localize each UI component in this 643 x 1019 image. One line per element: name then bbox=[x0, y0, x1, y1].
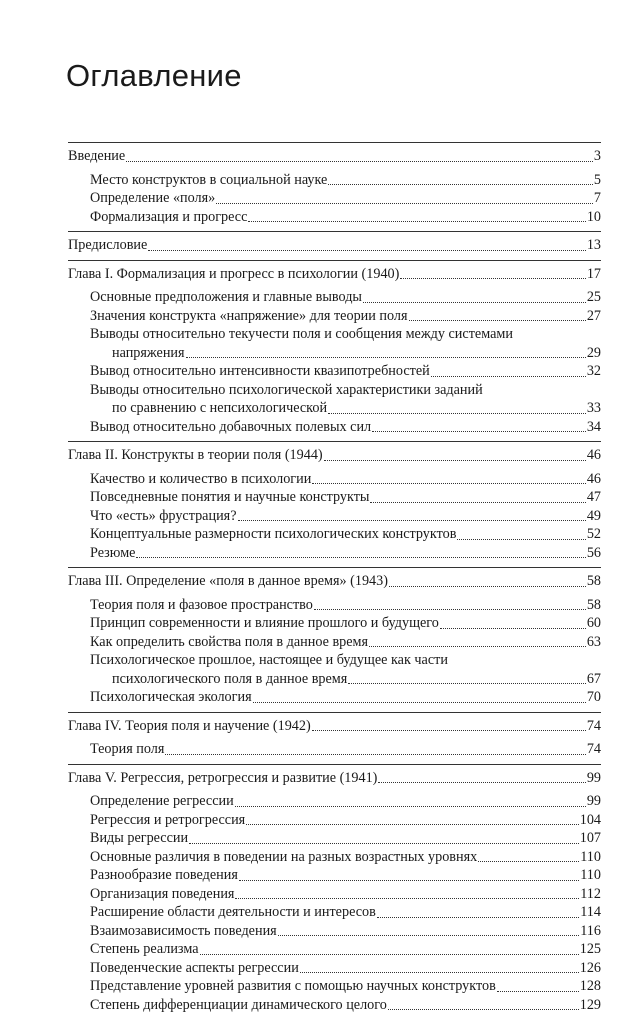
page-number: 114 bbox=[580, 903, 601, 922]
subentry-title: Выводы относительно текучести поля и сообщения между системами bbox=[90, 325, 513, 344]
page-number: 70 bbox=[587, 688, 601, 707]
subentry-title: Формализация и прогресс bbox=[90, 208, 247, 227]
toc-subentry[interactable] bbox=[68, 288, 601, 307]
subentry-title: Качество и количество в психологии bbox=[90, 470, 311, 489]
toc-subentry[interactable] bbox=[68, 344, 601, 363]
chapter-title: Глава V. Регрессия, ретрогрессия и развитие (1941) bbox=[68, 769, 377, 788]
page-number: 58 bbox=[587, 596, 601, 615]
dot-leader bbox=[216, 203, 593, 204]
dot-leader bbox=[388, 1009, 579, 1010]
page-number: 107 bbox=[580, 829, 601, 848]
dot-leader bbox=[235, 898, 579, 899]
subentry-title: Повседневные понятия и научные конструкты bbox=[90, 488, 369, 507]
page-number: 63 bbox=[587, 633, 601, 652]
toc-subentry-line1[interactable] bbox=[68, 325, 601, 344]
page-number: 25 bbox=[587, 288, 601, 307]
dot-leader bbox=[348, 683, 586, 684]
subentry-title: Разнообразие поведения bbox=[90, 866, 238, 885]
page-number: 47 bbox=[587, 488, 601, 507]
toc-subentry[interactable] bbox=[68, 596, 601, 615]
chapter-title: Глава III. Определение «поля в данное время» (1943) bbox=[68, 572, 388, 591]
dot-leader bbox=[372, 431, 586, 432]
toc-subentry[interactable] bbox=[68, 811, 601, 830]
page-number: 56 bbox=[587, 544, 601, 563]
toc-subentry-line1[interactable] bbox=[68, 381, 601, 400]
toc-subentry[interactable] bbox=[68, 670, 601, 689]
dot-leader bbox=[253, 702, 586, 703]
subentry-title: Что «есть» фрустрация? bbox=[90, 507, 237, 526]
subentry-title: Психологическая экология bbox=[90, 688, 252, 707]
dot-leader bbox=[440, 628, 586, 629]
page-number: 67 bbox=[587, 670, 601, 689]
toc-subentry[interactable] bbox=[68, 885, 601, 904]
page-number: 126 bbox=[580, 959, 601, 978]
toc-subentry[interactable] bbox=[68, 633, 601, 652]
dot-leader bbox=[165, 754, 585, 755]
toc-subentry[interactable] bbox=[68, 488, 601, 507]
subentry-title: Значения конструкта «напряжение» для теории поля bbox=[90, 307, 408, 326]
page-number: 60 bbox=[587, 614, 601, 633]
dot-leader bbox=[377, 917, 579, 918]
dot-leader bbox=[248, 221, 585, 222]
toc-subentry[interactable] bbox=[68, 507, 601, 526]
page-number: 110 bbox=[580, 866, 601, 885]
dot-leader bbox=[238, 520, 586, 521]
toc-subentry[interactable] bbox=[68, 362, 601, 381]
page-number: 104 bbox=[580, 811, 601, 830]
dot-leader bbox=[126, 161, 593, 162]
toc-subentry[interactable] bbox=[68, 829, 601, 848]
toc-subentry[interactable] bbox=[68, 525, 601, 544]
dot-leader bbox=[200, 954, 579, 955]
dot-leader bbox=[328, 184, 593, 185]
page-number: 46 bbox=[587, 446, 601, 465]
page-number: 46 bbox=[587, 470, 601, 489]
dot-leader bbox=[239, 880, 579, 881]
subentry-title: Вывод относительно интенсивности квазипотребностей bbox=[90, 362, 430, 381]
subentry-title: Основные предположения и главные выводы bbox=[90, 288, 362, 307]
dot-leader bbox=[497, 991, 579, 992]
toc-section bbox=[68, 712, 601, 764]
page-number: 74 bbox=[587, 717, 601, 736]
page-title: Оглавление bbox=[66, 58, 242, 94]
subentry-title: Теория поля bbox=[90, 740, 164, 759]
toc-subentry-line1[interactable] bbox=[68, 651, 601, 670]
subentry-title: Теория поля и фазовое пространство bbox=[90, 596, 313, 615]
chapter-title: Введение bbox=[68, 147, 125, 166]
chapter-title: Глава I. Формализация и прогресс в психологии (1940) bbox=[68, 265, 399, 284]
subentry-title: Резюме bbox=[90, 544, 135, 563]
subentry-title: Организация поведения bbox=[90, 885, 234, 904]
dot-leader bbox=[457, 539, 585, 540]
dot-leader bbox=[363, 302, 586, 303]
subentry-continuation: по сравнению с непсихологической bbox=[90, 399, 327, 418]
chapter-title: Глава IV. Теория поля и научение (1942) bbox=[68, 717, 311, 736]
subentry-title: Поведенческие аспекты регрессии bbox=[90, 959, 299, 978]
page-number: 52 bbox=[587, 525, 601, 544]
subentry-title: Расширение области деятельности и интересов bbox=[90, 903, 376, 922]
dot-leader bbox=[312, 483, 586, 484]
dot-leader bbox=[370, 502, 585, 503]
page-number: 27 bbox=[587, 307, 601, 326]
page-number: 10 bbox=[587, 208, 601, 227]
subentry-title: Степень реализма bbox=[90, 940, 199, 959]
toc-subentry[interactable] bbox=[68, 171, 601, 190]
toc-subentry[interactable] bbox=[68, 208, 601, 227]
dot-leader bbox=[300, 972, 579, 973]
page-number: 34 bbox=[587, 418, 601, 437]
dot-leader bbox=[136, 557, 585, 558]
subentry-title: Вывод относительно добавочных полевых сил bbox=[90, 418, 371, 437]
dot-leader bbox=[478, 861, 579, 862]
subentry-title: Определение «поля» bbox=[90, 189, 215, 208]
toc-subentry[interactable] bbox=[68, 792, 601, 811]
chapter-title: Предисловие bbox=[68, 236, 147, 255]
subentry-title: Представление уровней развития с помощью научных конструктов bbox=[90, 977, 496, 996]
dot-leader bbox=[328, 413, 586, 414]
subentry-title: Как определить свойства поля в данное время bbox=[90, 633, 368, 652]
dot-leader bbox=[186, 357, 586, 358]
toc-subentry[interactable] bbox=[68, 614, 601, 633]
toc-subentry[interactable] bbox=[68, 866, 601, 885]
toc-chapter-entry[interactable] bbox=[68, 446, 601, 465]
page-number: 58 bbox=[587, 572, 601, 591]
toc-section bbox=[68, 764, 601, 1019]
subentry-title: Степень дифференциации динамического целого bbox=[90, 996, 387, 1015]
toc-subentry[interactable] bbox=[68, 977, 601, 996]
toc-subentry[interactable] bbox=[68, 922, 601, 941]
toc-subentry[interactable] bbox=[68, 903, 601, 922]
dot-leader bbox=[378, 782, 585, 783]
dot-leader bbox=[369, 646, 586, 647]
toc-chapter-entry[interactable] bbox=[68, 265, 601, 284]
subentry-title: Концептуальные размерности психологических конструктов bbox=[90, 525, 456, 544]
subentry-continuation: психологического поля в данное время bbox=[90, 670, 347, 689]
toc-chapter-entry[interactable] bbox=[68, 147, 601, 166]
dot-leader bbox=[148, 250, 585, 251]
page-number: 74 bbox=[587, 740, 601, 759]
toc-section bbox=[68, 142, 601, 231]
dot-leader bbox=[235, 806, 586, 807]
toc-section bbox=[68, 567, 601, 712]
page-number: 7 bbox=[594, 189, 601, 208]
toc-subentry[interactable] bbox=[68, 399, 601, 418]
toc-subentry[interactable] bbox=[68, 307, 601, 326]
subentry-title: Принцип современности и влияние прошлого и будущего bbox=[90, 614, 439, 633]
dot-leader bbox=[324, 460, 586, 461]
toc-subentry[interactable] bbox=[68, 940, 601, 959]
toc-section bbox=[68, 441, 601, 567]
toc-subentry[interactable] bbox=[68, 959, 601, 978]
subentry-continuation: напряжения bbox=[90, 344, 185, 363]
toc-section bbox=[68, 260, 601, 442]
toc-subentry[interactable] bbox=[68, 848, 601, 867]
toc-subentry[interactable] bbox=[68, 544, 601, 563]
page-number: 17 bbox=[587, 265, 601, 284]
dot-leader bbox=[389, 586, 586, 587]
subentry-title: Основные различия в поведении на разных возрастных уровнях bbox=[90, 848, 477, 867]
page-number: 128 bbox=[580, 977, 601, 996]
dot-leader bbox=[400, 278, 585, 279]
toc-subentry[interactable] bbox=[68, 189, 601, 208]
subentry-title: Место конструктов в социальной науке bbox=[90, 171, 327, 190]
toc-subentry[interactable] bbox=[68, 418, 601, 437]
dot-leader bbox=[312, 730, 586, 731]
dot-leader bbox=[409, 320, 586, 321]
page-number: 3 bbox=[594, 147, 601, 166]
dot-leader bbox=[314, 609, 586, 610]
page-number: 49 bbox=[587, 507, 601, 526]
page-number: 125 bbox=[580, 940, 601, 959]
table-of-contents bbox=[68, 142, 601, 1019]
page-number: 33 bbox=[587, 399, 601, 418]
chapter-title: Глава II. Конструкты в теории поля (1944) bbox=[68, 446, 323, 465]
subentry-title: Взаимозависимость поведения bbox=[90, 922, 277, 941]
toc-chapter-entry[interactable] bbox=[68, 236, 601, 255]
dot-leader bbox=[189, 843, 579, 844]
page-number: 110 bbox=[580, 848, 601, 867]
toc-subentry[interactable] bbox=[68, 996, 601, 1015]
page-number: 32 bbox=[587, 362, 601, 381]
toc-subentry[interactable] bbox=[68, 470, 601, 489]
dot-leader bbox=[278, 935, 580, 936]
toc-chapter-entry[interactable] bbox=[68, 572, 601, 591]
page-number: 99 bbox=[587, 769, 601, 788]
toc-section bbox=[68, 231, 601, 255]
toc-subentry[interactable] bbox=[68, 688, 601, 707]
page-number: 5 bbox=[594, 171, 601, 190]
toc-chapter-entry[interactable] bbox=[68, 769, 601, 788]
subentry-title: Определение регрессии bbox=[90, 792, 234, 811]
subentry-title: Виды регрессии bbox=[90, 829, 188, 848]
page-number: 29 bbox=[587, 344, 601, 363]
page-number: 99 bbox=[587, 792, 601, 811]
dot-leader bbox=[431, 376, 586, 377]
toc-chapter-entry[interactable] bbox=[68, 717, 601, 736]
page-number: 129 bbox=[580, 996, 601, 1015]
toc-subentry[interactable] bbox=[68, 740, 601, 759]
dot-leader bbox=[246, 824, 579, 825]
page-number: 13 bbox=[587, 236, 601, 255]
page-number: 116 bbox=[580, 922, 601, 941]
subentry-title: Выводы относительно психологической характеристики заданий bbox=[90, 381, 483, 400]
subentry-title: Регрессия и ретрогрессия bbox=[90, 811, 245, 830]
page-number: 112 bbox=[580, 885, 601, 904]
subentry-title: Психологическое прошлое, настоящее и будущее как части bbox=[90, 651, 448, 670]
